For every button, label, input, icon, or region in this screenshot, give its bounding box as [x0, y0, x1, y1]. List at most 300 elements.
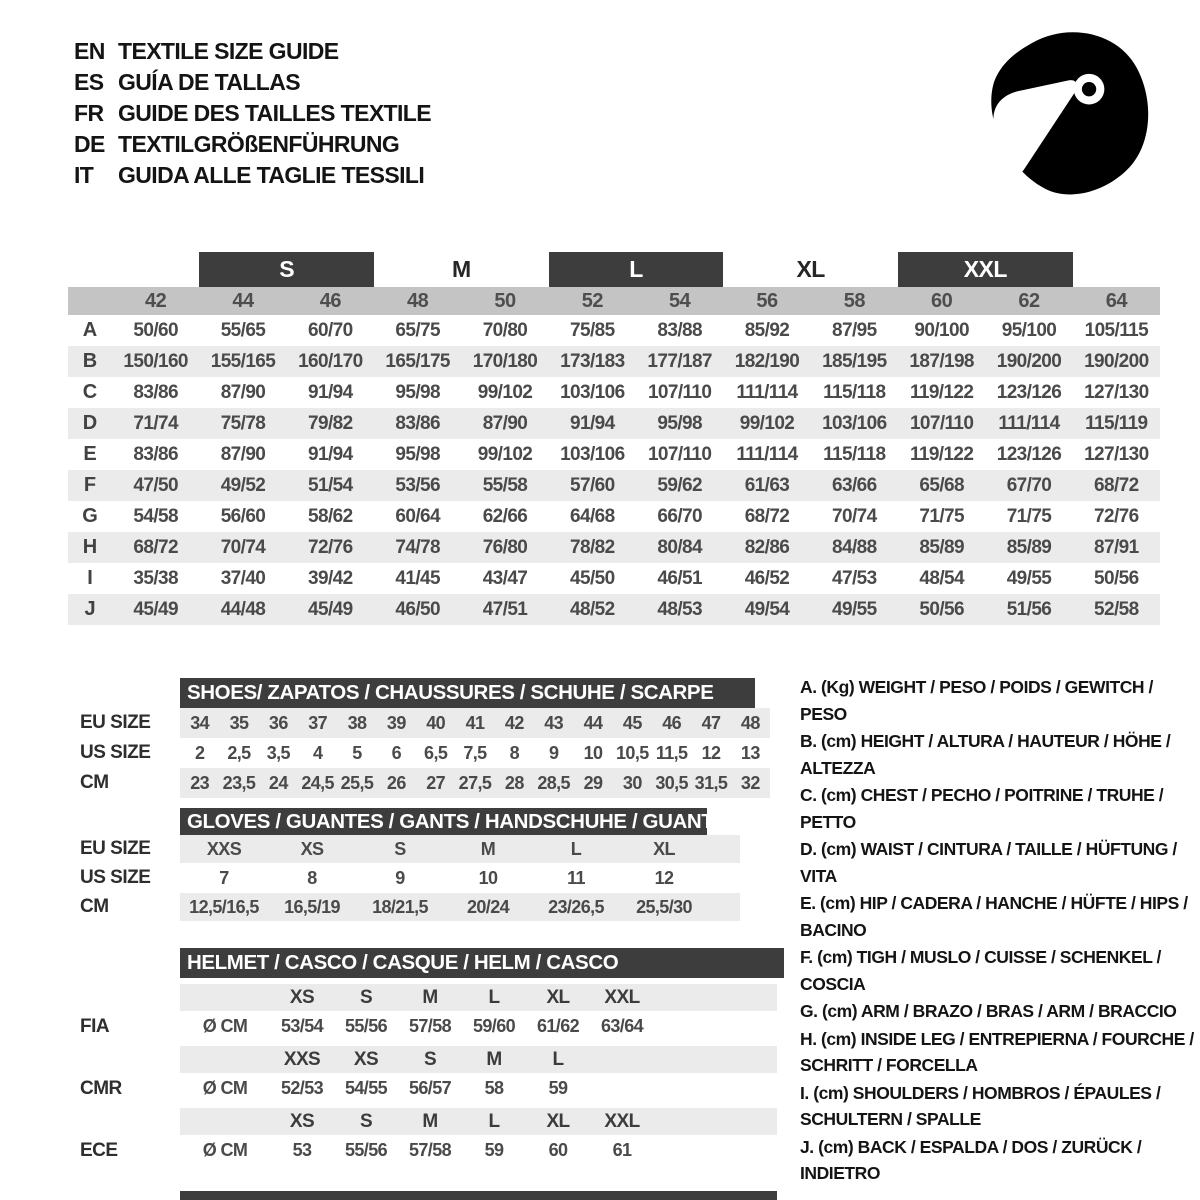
measure-value: 61/63 — [744, 474, 790, 496]
measure-value: 47/50 — [133, 474, 178, 496]
measure-value: 50/56 — [1094, 567, 1139, 589]
measure-value: 99/102 — [739, 412, 795, 434]
shoe-row-cm — [80, 768, 800, 798]
row-letter: I — [87, 567, 93, 589]
measure-value: 60/64 — [395, 505, 440, 527]
row-label: US SIZE — [80, 742, 151, 763]
helmet-size-label: XXL — [604, 986, 640, 1008]
measure-value: 115/118 — [823, 443, 886, 465]
measurement-legend — [800, 674, 1194, 1188]
measure-value: 155/165 — [210, 350, 276, 372]
size-header-row — [68, 252, 1160, 287]
measure-value: 107/110 — [647, 443, 712, 465]
measure-value: 99/102 — [477, 443, 533, 465]
helmet-size-label: XXL — [604, 1110, 640, 1132]
shoe-size-value: 28 — [504, 772, 524, 793]
measure-value: 60/70 — [308, 319, 353, 341]
shoe-size-value: 2,5 — [227, 742, 251, 763]
measure-value: 91/94 — [570, 412, 615, 434]
legend-item-b: B. (cm) HEIGHT / ALTURA / HAUTEUR / HÖHE / ALTEZZA — [800, 731, 1171, 778]
glove-row-cm — [80, 893, 800, 921]
row-letter: H — [82, 536, 98, 558]
measure-value: 48/54 — [919, 567, 964, 589]
measure-value: 87/95 — [832, 319, 877, 341]
language-title: GUIDA ALLE TAGLIE TESSILI — [118, 162, 425, 188]
helmet-size-label: XL — [546, 986, 570, 1008]
language-title: GUIDE DES TAILLES TEXTILE — [118, 100, 431, 126]
size-number: 60 — [931, 289, 953, 312]
row-label: US SIZE — [80, 867, 151, 888]
shoe-size-value: 6 — [391, 742, 402, 763]
measure-value: 111/114 — [736, 443, 798, 465]
shoe-values — [180, 738, 770, 768]
row-letter: B — [82, 350, 98, 372]
glove-row-eu-size — [80, 835, 800, 863]
measure-value: 72/76 — [308, 536, 353, 558]
helmet-sizes-row-cmr — [80, 1046, 800, 1073]
measure-value: 55/65 — [220, 319, 266, 341]
size-number: 52 — [581, 289, 603, 312]
legend-item-e: E. (cm) HIP / CADERA / HANCHE / HÜFTE / HIPS / BACINO — [800, 893, 1188, 940]
measure-value: 63/66 — [832, 474, 877, 496]
measure-value: 160/170 — [298, 350, 363, 372]
measure-value: 47/51 — [482, 598, 528, 620]
language-row-de — [74, 129, 431, 160]
measure-value: 123/126 — [996, 443, 1062, 465]
shoe-size-value: 36 — [268, 712, 288, 733]
glove-size-value: 16,5/19 — [284, 896, 340, 917]
helmet-values-row-cmr — [80, 1073, 800, 1104]
shoe-values — [180, 708, 770, 738]
measure-value: 80/84 — [657, 536, 702, 558]
measure-value: 55/58 — [482, 474, 528, 496]
helmet-size-label: S — [423, 1048, 437, 1070]
measure-value: 87/91 — [1094, 536, 1139, 558]
helmet-size-label: XS — [289, 986, 315, 1008]
row-label: EU SIZE — [80, 712, 151, 733]
measure-value: 46/52 — [744, 567, 790, 589]
size-number: 64 — [1105, 289, 1127, 312]
shoe-size-value: 12 — [701, 742, 721, 763]
language-row-fr — [74, 98, 431, 129]
helmet-size-label: S — [359, 986, 373, 1008]
glove-size-value: 12 — [654, 867, 674, 888]
measure-row-f — [68, 470, 1160, 501]
shoe-size-value: 28,5 — [537, 772, 570, 793]
shoe-size-value: 24 — [268, 772, 288, 793]
measure-value: 51/54 — [308, 474, 353, 496]
measure-value: 95/98 — [395, 443, 440, 465]
measure-row-j — [68, 594, 1160, 625]
shoe-size-value: 38 — [347, 712, 367, 733]
shoe-size-value: 40 — [426, 712, 446, 733]
diameter-label: Ø CM — [202, 1078, 248, 1098]
measure-value: 115/119 — [1085, 412, 1148, 434]
glove-size-value: 12,5/16,5 — [189, 896, 259, 917]
glove-size-value: L — [570, 838, 582, 859]
measure-value: 47/53 — [832, 567, 877, 589]
legend-item-d: D. (cm) WAIST / CINTURA / TAILLE / HÜFTUNG / VITA — [800, 839, 1177, 886]
helmet-sizes-row-ece — [80, 1108, 800, 1135]
measure-value: 111/114 — [736, 381, 798, 403]
row-label: EU SIZE — [80, 838, 151, 859]
size-number: 62 — [1018, 289, 1040, 312]
glove-size-value: S — [394, 838, 406, 859]
legend-item-h: H. (cm) INSIDE LEG / ENTREPIERNA / FOURCHE / SCHRITT / FORCELLA — [800, 1028, 1194, 1075]
language-row-it — [74, 160, 431, 191]
row-letter: G — [82, 505, 98, 527]
shoe-size-value: 32 — [740, 772, 760, 793]
measure-value: 185/195 — [822, 350, 887, 372]
row-label: CM — [80, 896, 109, 917]
diameter-label: Ø CM — [202, 1140, 248, 1160]
measure-value: 107/110 — [909, 412, 974, 434]
measure-value: 49/52 — [220, 474, 266, 496]
helmet-size-label: XS — [289, 1110, 315, 1132]
shoe-size-value: 10,5 — [616, 742, 649, 763]
measure-value: 99/102 — [477, 381, 533, 403]
shoe-size-value: 46 — [662, 712, 682, 733]
size-label-xxl: XXL — [898, 252, 1073, 287]
measure-value: 103/106 — [822, 412, 887, 434]
helmet-size-labels — [180, 1046, 777, 1073]
row-letter: A — [82, 319, 98, 341]
glove-size-value: XL — [653, 838, 675, 859]
shoe-values — [180, 768, 770, 798]
measure-value: 107/110 — [647, 381, 712, 403]
measure-value: 57/60 — [570, 474, 615, 496]
measure-row-e — [68, 439, 1160, 470]
gloves-section-title: GLOVES / GUANTES / GANTS / HANDSCHUHE / GUANTI — [180, 808, 707, 835]
measure-row-c — [68, 377, 1160, 408]
standard-label: CMR — [80, 1077, 122, 1099]
glove-values — [180, 835, 740, 863]
measure-value: 71/74 — [133, 412, 178, 434]
measure-value: 187/198 — [909, 350, 974, 372]
measure-value: 70/80 — [482, 319, 528, 341]
measure-value: 45/49 — [308, 598, 353, 620]
shoe-size-value: 41 — [465, 712, 485, 733]
helmet-values-row-ece — [80, 1135, 800, 1166]
size-number: 58 — [843, 289, 865, 312]
row-letter: D — [82, 412, 98, 434]
measure-value: 127/130 — [1084, 381, 1149, 403]
legend-item-f: F. (cm) TIGH / MUSLO / CUISSE / SCHENKEL / COSCIA — [800, 947, 1161, 994]
measure-value: 58/62 — [308, 505, 353, 527]
language-code: ES — [74, 69, 104, 95]
measure-value: 79/82 — [308, 412, 353, 434]
shoe-size-value: 7,5 — [463, 742, 487, 763]
helmet-size-label: L — [488, 1110, 500, 1132]
measure-value: 95/98 — [395, 381, 440, 403]
measure-value: 39/42 — [308, 567, 353, 589]
measure-value: 119/122 — [909, 443, 974, 465]
measure-value: 53/56 — [395, 474, 440, 496]
shoe-size-value: 42 — [504, 712, 524, 733]
shoe-size-value: 39 — [386, 712, 406, 733]
legend-item-g: G. (cm) ARM / BRAZO / BRAS / ARM / BRACCIO — [800, 1001, 1177, 1021]
language-title: TEXTILE SIZE GUIDE — [118, 38, 339, 64]
measure-value: 182/190 — [734, 350, 800, 372]
measure-row-d — [68, 408, 1160, 439]
measure-value: 45/49 — [133, 598, 178, 620]
glove-row-us-size — [80, 863, 800, 893]
row-letter: C — [82, 381, 98, 403]
shoe-size-value: 34 — [190, 712, 210, 733]
shoes-section — [80, 678, 800, 798]
shoe-size-value: 5 — [352, 742, 362, 763]
glove-size-value: 8 — [307, 867, 317, 888]
size-label-s: S — [199, 252, 374, 287]
shoe-size-value: 11,5 — [655, 742, 688, 763]
measure-value: 46/50 — [395, 598, 440, 620]
helmet-values-row-fia — [80, 1011, 800, 1042]
measure-value: 70/74 — [220, 536, 266, 558]
measure-row-b — [68, 346, 1160, 377]
helmet-size-value: 52/53 — [280, 1078, 324, 1098]
measure-value: 75/85 — [570, 319, 615, 341]
glove-values — [180, 863, 740, 893]
measure-value: 59/62 — [657, 474, 702, 496]
shoe-size-value: 35 — [229, 712, 249, 733]
helmet-size-value: 59 — [548, 1078, 568, 1098]
shoe-size-value: 27,5 — [458, 772, 492, 793]
row-letter: J — [84, 598, 96, 620]
legend-item-j: J. (cm) BACK / ESPALDA / DOS / ZURÜCK / INDIETRO — [800, 1136, 1142, 1183]
legend-item-a: A. (Kg) WEIGHT / PESO / POIDS / GEWITCH / PESO — [800, 677, 1153, 724]
size-label-m: M — [451, 256, 471, 282]
measure-value: 67/70 — [1006, 474, 1052, 496]
measure-value: 87/90 — [482, 412, 528, 434]
glove-size-value: M — [480, 838, 496, 859]
measure-value: 71/75 — [919, 505, 964, 527]
helmet-values — [180, 1135, 777, 1166]
measure-value: 49/55 — [832, 598, 877, 620]
shoe-size-value: 43 — [544, 712, 564, 733]
size-number: 48 — [407, 289, 429, 312]
measure-value: 103/106 — [560, 443, 625, 465]
measure-value: 190/200 — [996, 350, 1062, 372]
glove-size-value: 10 — [478, 867, 498, 888]
shoe-size-value: 6,5 — [424, 742, 448, 763]
measure-value: 127/130 — [1084, 443, 1149, 465]
shoe-size-value: 23 — [190, 772, 210, 793]
measure-value: 87/90 — [220, 443, 266, 465]
size-number: 46 — [319, 289, 341, 312]
helmet-size-value: 58 — [484, 1078, 504, 1098]
helmet-section — [80, 948, 800, 1170]
measure-value: 45/50 — [570, 567, 615, 589]
shoe-size-value: 10 — [583, 742, 603, 763]
helmet-size-label: M — [486, 1048, 502, 1070]
measure-value: 64/68 — [570, 505, 615, 527]
measure-value: 82/86 — [744, 536, 790, 558]
size-number: 54 — [669, 289, 691, 312]
helmet-size-value: 61/62 — [536, 1016, 580, 1036]
shoe-size-value: 3,5 — [266, 742, 290, 763]
helmet-size-value: 60 — [548, 1140, 568, 1160]
glove-size-value: 23/26,5 — [548, 896, 604, 917]
cutoff-section-bar — [180, 1191, 777, 1200]
language-title: TEXTILGRÖßENFÜHRUNG — [118, 131, 400, 157]
measure-value: 165/175 — [385, 350, 450, 372]
row-label-spacer — [80, 1108, 180, 1135]
shoe-size-value: 27 — [426, 772, 446, 793]
measure-value: 95/100 — [1001, 319, 1057, 341]
legend-item-c: C. (cm) CHEST / PECHO / POITRINE / TRUHE / PETTO — [800, 785, 1164, 832]
shoe-size-value: 26 — [386, 772, 406, 793]
helmet-size-value: 53/54 — [280, 1016, 324, 1036]
shoe-row-us-size — [80, 738, 800, 768]
measure-row-i — [68, 563, 1160, 594]
size-number: 50 — [494, 289, 516, 312]
helmet-size-labels — [180, 984, 777, 1011]
language-title: GUÍA DE TALLAS — [118, 69, 300, 95]
measure-value: 90/100 — [914, 319, 969, 341]
measure-value: 66/70 — [657, 505, 702, 527]
racing-helmet-icon — [972, 26, 1164, 204]
size-number: 44 — [232, 289, 254, 312]
measure-value: 41/45 — [395, 567, 440, 589]
shoe-row-eu-size — [80, 708, 800, 738]
measure-value: 37/40 — [220, 567, 266, 589]
measure-value: 48/52 — [570, 598, 615, 620]
shoes-section-title: SHOES/ ZAPATOS / CHAUSSURES / SCHUHE / SCARPE — [180, 678, 755, 708]
measure-value: 150/160 — [123, 350, 188, 372]
helmet-values — [180, 1011, 777, 1042]
measure-value: 35/38 — [133, 567, 178, 589]
measure-value: 173/183 — [560, 350, 625, 372]
helmet-size-value: 59/60 — [472, 1016, 516, 1036]
helmet-size-label: L — [488, 986, 500, 1008]
measure-value: 65/75 — [395, 319, 440, 341]
row-letter: F — [83, 474, 97, 496]
glove-size-value: 18/21,5 — [372, 896, 428, 917]
shoe-size-value: 30 — [622, 772, 642, 793]
shoe-size-value: 44 — [583, 712, 603, 733]
shoe-size-value: 9 — [548, 742, 559, 763]
helmet-sizes-row-fia — [80, 984, 800, 1011]
helmet-size-labels — [180, 1108, 777, 1135]
helmet-size-label: XXS — [283, 1048, 321, 1070]
shoe-size-value: 45 — [622, 712, 642, 733]
shoe-size-value: 8 — [509, 742, 520, 763]
measure-value: 52/58 — [1094, 598, 1139, 620]
helmet-size-value: 57/58 — [408, 1140, 452, 1160]
diameter-label: Ø CM — [202, 1016, 248, 1036]
measure-value: 83/88 — [657, 319, 702, 341]
language-title-block — [74, 36, 431, 191]
size-number: 42 — [145, 289, 167, 312]
helmet-size-value: 55/56 — [344, 1140, 388, 1160]
row-label-spacer — [80, 1046, 180, 1073]
language-code: DE — [74, 131, 105, 157]
measure-value: 70/74 — [832, 505, 877, 527]
helmet-size-label: S — [359, 1110, 373, 1132]
measure-value: 83/86 — [395, 412, 440, 434]
measure-value: 95/98 — [657, 412, 702, 434]
measure-value: 48/53 — [657, 598, 702, 620]
measure-row-a — [68, 315, 1160, 346]
glove-size-value: 7 — [219, 867, 229, 888]
measure-value: 85/89 — [919, 536, 964, 558]
measure-value: 177/187 — [647, 350, 712, 372]
measure-value: 119/122 — [909, 381, 974, 403]
gloves-section — [80, 808, 800, 921]
measure-value: 44/48 — [220, 598, 266, 620]
row-label: CM — [80, 772, 109, 793]
measure-value: 49/55 — [1006, 567, 1052, 589]
language-row-en — [74, 36, 431, 67]
measure-value: 62/66 — [482, 505, 528, 527]
measure-value: 68/72 — [744, 505, 790, 527]
size-number: 56 — [756, 289, 778, 312]
helmet-size-value: 57/58 — [408, 1016, 452, 1036]
measure-value: 105/115 — [1084, 319, 1149, 341]
shoe-size-value: 37 — [308, 712, 328, 733]
measure-value: 87/90 — [220, 381, 266, 403]
helmet-size-value: 56/57 — [408, 1078, 452, 1098]
measure-value: 51/56 — [1006, 598, 1052, 620]
measure-value: 50/56 — [919, 598, 964, 620]
measure-value: 85/89 — [1006, 536, 1052, 558]
helmet-size-value: 53 — [292, 1140, 312, 1160]
shoe-size-value: 47 — [701, 712, 721, 733]
glove-size-value: 11 — [567, 867, 585, 888]
helmet-size-label: L — [552, 1048, 564, 1070]
glove-size-value: 20/24 — [466, 896, 510, 917]
language-row-es — [74, 67, 431, 98]
helmet-section-title: HELMET / CASCO / CASQUE / HELM / CASCO — [180, 948, 784, 978]
measure-value: 72/76 — [1094, 505, 1139, 527]
size-label-l: L — [549, 252, 724, 287]
measure-value: 115/118 — [823, 381, 886, 403]
standard-label: ECE — [80, 1139, 118, 1161]
helmet-size-value: 59 — [484, 1140, 504, 1160]
helmet-size-label: M — [422, 1110, 438, 1132]
measure-value: 84/88 — [832, 536, 877, 558]
shoe-size-value: 29 — [583, 772, 603, 793]
shoe-size-value: 4 — [312, 742, 323, 763]
shoe-size-value: 30,5 — [655, 772, 688, 793]
helmet-size-value: 55/56 — [344, 1016, 388, 1036]
glove-values — [180, 893, 740, 921]
measure-value: 46/51 — [657, 567, 702, 589]
measure-value: 65/68 — [919, 474, 964, 496]
helmet-size-value: 63/64 — [600, 1016, 644, 1036]
measure-value: 190/200 — [1084, 350, 1149, 372]
standard-label: FIA — [80, 1015, 110, 1037]
measurement-table — [68, 315, 1160, 625]
language-code: EN — [74, 38, 105, 64]
measure-value: 74/78 — [395, 536, 440, 558]
shoe-size-value: 31,5 — [694, 772, 728, 793]
row-label-spacer — [80, 984, 180, 1011]
glove-size-value: 9 — [395, 867, 405, 888]
legend-item-i: I. (cm) SHOULDERS / HOMBROS / ÉPAULES / SCHULTERN / SPALLE — [800, 1082, 1161, 1129]
shoe-size-value: 23,5 — [222, 772, 256, 793]
row-letter: E — [83, 443, 97, 465]
glove-size-value: XXS — [206, 838, 242, 859]
measure-value: 111/114 — [998, 412, 1060, 434]
measure-value: 76/80 — [482, 536, 528, 558]
shoe-size-value: 24,5 — [301, 772, 334, 793]
measure-value: 85/92 — [744, 319, 790, 341]
size-label-xl: XL — [796, 256, 825, 282]
shoe-size-value: 48 — [740, 712, 760, 733]
shoe-size-value: 25,5 — [340, 772, 374, 793]
measure-value: 71/75 — [1006, 505, 1052, 527]
